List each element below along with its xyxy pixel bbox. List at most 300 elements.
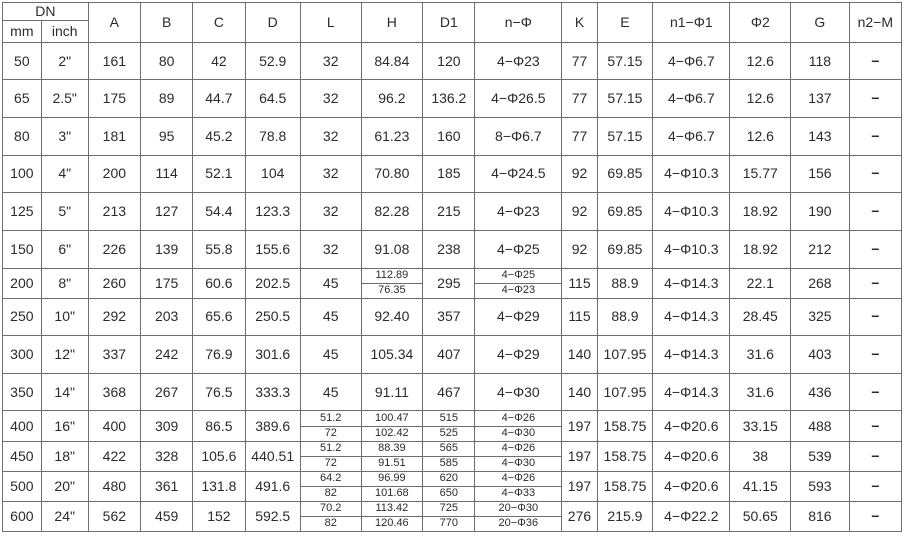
cell-n1-phi1: 4−Φ14.3 <box>653 336 730 374</box>
split-top-value: 620 <box>423 472 474 487</box>
cell-h: 91.11 <box>361 373 423 411</box>
cell-mm: 600 <box>3 501 42 531</box>
cell-g: 118 <box>791 42 850 80</box>
cell-e: 107.95 <box>597 373 652 411</box>
header-h: H <box>361 3 423 43</box>
split-bottom-value: 120.46 <box>375 517 409 530</box>
table-row <box>3 42 902 80</box>
cell-inch: 18" <box>41 441 88 471</box>
split-cell <box>301 442 361 471</box>
cell-c: 152 <box>193 501 245 531</box>
split-top-value: 88.39 <box>362 442 423 457</box>
cell-e: 158.75 <box>597 471 652 501</box>
header-a: A <box>88 3 140 43</box>
cell-d1 <box>423 441 475 471</box>
cell-mm: 200 <box>3 268 42 298</box>
cell-h: 105.34 <box>361 336 423 374</box>
split-bottom-value: 82 <box>324 517 337 530</box>
cell-d: 64.5 <box>245 80 300 118</box>
cell-d1: 136.2 <box>423 80 475 118</box>
split-top-value: 113.42 <box>362 502 423 517</box>
cell-phi2: 28.45 <box>730 298 791 336</box>
cell-l: 45 <box>300 373 361 411</box>
cell-a: 200 <box>88 155 140 193</box>
cell-n2-m: − <box>849 80 901 118</box>
cell-a: 368 <box>88 373 140 411</box>
cell-n1-phi1: 4−Φ14.3 <box>653 373 730 411</box>
split-cell <box>362 502 423 531</box>
cell-l: 32 <box>300 42 361 80</box>
cell-l: 45 <box>300 336 361 374</box>
split-cell <box>362 442 423 471</box>
split-bottom-value: 76.35 <box>378 284 406 297</box>
cell-k: 77 <box>562 118 598 156</box>
cell-inch: 16" <box>41 411 88 441</box>
split-top-value: 51.2 <box>301 442 361 457</box>
cell-n-phi: 4−Φ24.5 <box>475 155 562 193</box>
split-cell <box>362 269 423 298</box>
cell-k: 115 <box>562 298 598 336</box>
cell-b: 114 <box>140 155 192 193</box>
cell-n-phi: 4−Φ30 <box>475 373 562 411</box>
table-row <box>3 298 902 336</box>
cell-b: 267 <box>140 373 192 411</box>
split-bottom-value: 4−Φ30 <box>501 457 536 470</box>
cell-g: 137 <box>791 80 850 118</box>
header-c: C <box>193 3 245 43</box>
cell-d: 333.3 <box>245 373 300 411</box>
cell-e: 107.95 <box>597 336 652 374</box>
cell-inch: 4" <box>41 155 88 193</box>
cell-n1-phi1: 4−Φ6.7 <box>653 118 730 156</box>
cell-g: 268 <box>791 268 850 298</box>
header-g: G <box>791 3 850 43</box>
cell-phi2: 12.6 <box>730 80 791 118</box>
cell-d1: 238 <box>423 230 475 268</box>
split-cell <box>423 442 474 471</box>
cell-g: 143 <box>791 118 850 156</box>
cell-e: 57.15 <box>597 118 652 156</box>
cell-d1 <box>423 501 475 531</box>
split-top-value: 515 <box>423 411 474 426</box>
split-bottom-value: 770 <box>439 517 459 530</box>
cell-mm: 100 <box>3 155 42 193</box>
split-top-value: 4−Φ26 <box>475 442 561 457</box>
cell-c: 86.5 <box>193 411 245 441</box>
cell-d: 78.8 <box>245 118 300 156</box>
table-row <box>3 373 902 411</box>
cell-c: 44.7 <box>193 80 245 118</box>
cell-c: 54.4 <box>193 193 245 231</box>
split-cell <box>423 502 474 531</box>
split-top-value: 4−Φ26 <box>475 411 561 426</box>
split-bottom-value: 525 <box>439 427 459 440</box>
split-bottom-value: 102.42 <box>375 427 409 440</box>
cell-inch: 8" <box>41 268 88 298</box>
cell-c: 76.5 <box>193 373 245 411</box>
cell-l <box>300 441 361 471</box>
cell-b: 328 <box>140 441 192 471</box>
split-bottom-value: 4−Φ23 <box>501 284 536 297</box>
cell-k: 197 <box>562 471 598 501</box>
cell-c: 45.2 <box>193 118 245 156</box>
cell-e: 69.85 <box>597 193 652 231</box>
header-d1: D1 <box>423 3 475 43</box>
cell-mm: 500 <box>3 471 42 501</box>
cell-g: 156 <box>791 155 850 193</box>
cell-b: 361 <box>140 471 192 501</box>
cell-d: 104 <box>245 155 300 193</box>
cell-n-phi: 4−Φ29 <box>475 336 562 374</box>
cell-g: 593 <box>791 471 850 501</box>
cell-inch: 20" <box>41 471 88 501</box>
cell-inch: 2.5" <box>41 80 88 118</box>
cell-n-phi <box>475 441 562 471</box>
cell-c: 55.8 <box>193 230 245 268</box>
cell-b: 175 <box>140 268 192 298</box>
cell-d: 389.6 <box>245 411 300 441</box>
cell-d1 <box>423 411 475 441</box>
cell-l: 32 <box>300 193 361 231</box>
cell-d: 155.6 <box>245 230 300 268</box>
cell-c: 60.6 <box>193 268 245 298</box>
cell-l: 32 <box>300 155 361 193</box>
table-row <box>3 230 902 268</box>
split-top-value: 4−Φ25 <box>475 269 561 284</box>
cell-a: 260 <box>88 268 140 298</box>
cell-b: 95 <box>140 118 192 156</box>
cell-n1-phi1: 4−Φ14.3 <box>653 298 730 336</box>
cell-e: 88.9 <box>597 268 652 298</box>
cell-inch: 14" <box>41 373 88 411</box>
cell-phi2: 31.6 <box>730 373 791 411</box>
header-mm: mm <box>3 21 42 43</box>
cell-h <box>361 268 423 298</box>
cell-b: 203 <box>140 298 192 336</box>
cell-k: 92 <box>562 230 598 268</box>
cell-e: 57.15 <box>597 80 652 118</box>
cell-g: 816 <box>791 501 850 531</box>
split-top-value: 20−Φ30 <box>475 502 561 517</box>
cell-inch: 12" <box>41 336 88 374</box>
split-cell <box>423 411 474 440</box>
cell-phi2: 12.6 <box>730 42 791 80</box>
split-cell <box>475 269 561 298</box>
split-bottom-value: 72 <box>324 457 337 470</box>
header-dn: DN <box>3 3 89 21</box>
cell-b: 242 <box>140 336 192 374</box>
cell-d: 123.3 <box>245 193 300 231</box>
cell-phi2: 50.65 <box>730 501 791 531</box>
cell-c: 76.9 <box>193 336 245 374</box>
cell-phi2: 38 <box>730 441 791 471</box>
split-cell <box>362 411 423 440</box>
cell-n-phi: 4−Φ29 <box>475 298 562 336</box>
cell-inch: 5" <box>41 193 88 231</box>
cell-l <box>300 501 361 531</box>
split-bottom-value: 585 <box>439 457 459 470</box>
cell-e: 88.9 <box>597 298 652 336</box>
cell-h <box>361 441 423 471</box>
cell-d: 491.6 <box>245 471 300 501</box>
cell-phi2: 41.15 <box>730 471 791 501</box>
cell-n-phi: 4−Φ23 <box>475 193 562 231</box>
cell-c: 131.8 <box>193 471 245 501</box>
cell-n-phi <box>475 471 562 501</box>
cell-d1: 357 <box>423 298 475 336</box>
cell-mm: 300 <box>3 336 42 374</box>
cell-mm: 50 <box>3 42 42 80</box>
table-row <box>3 155 902 193</box>
cell-g: 403 <box>791 336 850 374</box>
cell-n2-m: − <box>849 193 901 231</box>
cell-a: 400 <box>88 411 140 441</box>
header-inch: inch <box>41 21 88 43</box>
cell-l: 32 <box>300 118 361 156</box>
split-top-value: 565 <box>423 442 474 457</box>
split-bottom-value: 82 <box>324 487 337 500</box>
cell-n2-m: − <box>849 42 901 80</box>
dimension-table <box>2 2 902 532</box>
cell-l: 32 <box>300 230 361 268</box>
cell-n-phi <box>475 411 562 441</box>
cell-h <box>361 411 423 441</box>
split-top-value: 64.2 <box>301 472 361 487</box>
cell-n2-m: − <box>849 230 901 268</box>
table-row <box>3 193 902 231</box>
cell-n2-m: − <box>849 268 901 298</box>
cell-a: 422 <box>88 441 140 471</box>
split-top-value: 112.89 <box>362 269 423 284</box>
header-n-phi: n−Φ <box>475 3 562 43</box>
split-top-value: 4−Φ26 <box>475 472 561 487</box>
cell-k: 77 <box>562 80 598 118</box>
split-cell <box>362 472 423 501</box>
cell-a: 181 <box>88 118 140 156</box>
cell-g: 539 <box>791 441 850 471</box>
split-cell <box>475 442 561 471</box>
cell-b: 139 <box>140 230 192 268</box>
cell-n2-m: − <box>849 471 901 501</box>
cell-inch: 3" <box>41 118 88 156</box>
cell-l: 32 <box>300 80 361 118</box>
header-e: E <box>597 3 652 43</box>
cell-n2-m: − <box>849 373 901 411</box>
cell-d1: 160 <box>423 118 475 156</box>
split-top-value: 725 <box>423 502 474 517</box>
cell-k: 92 <box>562 193 598 231</box>
cell-n-phi <box>475 268 562 298</box>
cell-n2-m: − <box>849 411 901 441</box>
cell-a: 175 <box>88 80 140 118</box>
cell-n2-m: − <box>849 336 901 374</box>
split-cell <box>301 472 361 501</box>
cell-k: 197 <box>562 441 598 471</box>
cell-d1: 407 <box>423 336 475 374</box>
cell-n1-phi1: 4−Φ20.6 <box>653 441 730 471</box>
split-cell <box>475 411 561 440</box>
cell-a: 161 <box>88 42 140 80</box>
cell-inch: 10" <box>41 298 88 336</box>
cell-phi2: 33.15 <box>730 411 791 441</box>
cell-mm: 65 <box>3 80 42 118</box>
cell-n2-m: − <box>849 118 901 156</box>
cell-e: 158.75 <box>597 411 652 441</box>
table-row <box>3 501 902 531</box>
cell-h: 96.2 <box>361 80 423 118</box>
split-top-value: 100.47 <box>362 411 423 426</box>
cell-l <box>300 411 361 441</box>
cell-phi2: 15.77 <box>730 155 791 193</box>
cell-mm: 450 <box>3 441 42 471</box>
split-bottom-value: 4−Φ30 <box>501 427 536 440</box>
cell-c: 42 <box>193 42 245 80</box>
cell-n1-phi1: 4−Φ20.6 <box>653 471 730 501</box>
cell-n1-phi1: 4−Φ22.2 <box>653 501 730 531</box>
cell-n-phi: 4−Φ25 <box>475 230 562 268</box>
cell-c: 105.6 <box>193 441 245 471</box>
cell-g: 325 <box>791 298 850 336</box>
split-bottom-value: 4−Φ33 <box>501 487 536 500</box>
cell-k: 276 <box>562 501 598 531</box>
cell-mm: 350 <box>3 373 42 411</box>
header-n1-phi1: n1−Φ1 <box>653 3 730 43</box>
table-row <box>3 411 902 441</box>
cell-b: 89 <box>140 80 192 118</box>
table-row <box>3 80 902 118</box>
cell-d1 <box>423 471 475 501</box>
table-row <box>3 118 902 156</box>
cell-b: 80 <box>140 42 192 80</box>
cell-d: 440.51 <box>245 441 300 471</box>
split-bottom-value: 650 <box>439 487 459 500</box>
cell-b: 459 <box>140 501 192 531</box>
cell-mm: 400 <box>3 411 42 441</box>
cell-n2-m: − <box>849 298 901 336</box>
table-row <box>3 336 902 374</box>
cell-a: 226 <box>88 230 140 268</box>
split-cell <box>475 502 561 531</box>
cell-h <box>361 471 423 501</box>
cell-d1: 215 <box>423 193 475 231</box>
cell-h: 61.23 <box>361 118 423 156</box>
cell-inch: 24" <box>41 501 88 531</box>
cell-d1: 120 <box>423 42 475 80</box>
cell-b: 127 <box>140 193 192 231</box>
cell-d: 301.6 <box>245 336 300 374</box>
cell-phi2: 12.6 <box>730 118 791 156</box>
cell-a: 337 <box>88 336 140 374</box>
cell-e: 158.75 <box>597 441 652 471</box>
cell-g: 212 <box>791 230 850 268</box>
table-row <box>3 471 902 501</box>
header-b: B <box>140 3 192 43</box>
cell-d1: 185 <box>423 155 475 193</box>
split-cell <box>301 411 361 440</box>
cell-h: 82.28 <box>361 193 423 231</box>
cell-g: 190 <box>791 193 850 231</box>
cell-c: 52.1 <box>193 155 245 193</box>
cell-l <box>300 471 361 501</box>
cell-d: 202.5 <box>245 268 300 298</box>
cell-a: 562 <box>88 501 140 531</box>
cell-n-phi: 8−Φ6.7 <box>475 118 562 156</box>
cell-k: 77 <box>562 42 598 80</box>
cell-d: 52.9 <box>245 42 300 80</box>
split-top-value: 70.2 <box>301 502 361 517</box>
cell-d1: 295 <box>423 268 475 298</box>
header-l: L <box>300 3 361 43</box>
cell-k: 140 <box>562 373 598 411</box>
cell-b: 309 <box>140 411 192 441</box>
cell-d1: 467 <box>423 373 475 411</box>
cell-k: 197 <box>562 411 598 441</box>
split-cell <box>301 502 361 531</box>
split-cell <box>423 472 474 501</box>
cell-h <box>361 501 423 531</box>
cell-n2-m: − <box>849 155 901 193</box>
split-bottom-value: 91.51 <box>378 457 406 470</box>
cell-n1-phi1: 4−Φ10.3 <box>653 193 730 231</box>
cell-phi2: 31.6 <box>730 336 791 374</box>
cell-mm: 150 <box>3 230 42 268</box>
cell-c: 65.6 <box>193 298 245 336</box>
cell-e: 69.85 <box>597 230 652 268</box>
cell-mm: 125 <box>3 193 42 231</box>
cell-a: 480 <box>88 471 140 501</box>
cell-n1-phi1: 4−Φ20.6 <box>653 411 730 441</box>
header-k: K <box>562 3 598 43</box>
split-cell <box>475 472 561 501</box>
cell-e: 57.15 <box>597 42 652 80</box>
cell-h: 91.08 <box>361 230 423 268</box>
cell-inch: 2" <box>41 42 88 80</box>
header-phi2: Φ2 <box>730 3 791 43</box>
cell-e: 69.85 <box>597 155 652 193</box>
cell-n1-phi1: 4−Φ6.7 <box>653 42 730 80</box>
cell-k: 140 <box>562 336 598 374</box>
cell-l: 45 <box>300 268 361 298</box>
cell-n-phi: 4−Φ26.5 <box>475 80 562 118</box>
cell-l: 45 <box>300 298 361 336</box>
cell-n-phi: 4−Φ23 <box>475 42 562 80</box>
split-bottom-value: 72 <box>324 427 337 440</box>
header-d: D <box>245 3 300 43</box>
table-row <box>3 441 902 471</box>
cell-n1-phi1: 4−Φ14.3 <box>653 268 730 298</box>
split-bottom-value: 20−Φ36 <box>498 517 539 530</box>
cell-g: 436 <box>791 373 850 411</box>
cell-h: 70.80 <box>361 155 423 193</box>
cell-g: 488 <box>791 411 850 441</box>
cell-n1-phi1: 4−Φ10.3 <box>653 155 730 193</box>
cell-a: 292 <box>88 298 140 336</box>
cell-h: 84.84 <box>361 42 423 80</box>
cell-a: 213 <box>88 193 140 231</box>
cell-mm: 250 <box>3 298 42 336</box>
cell-n1-phi1: 4−Φ6.7 <box>653 80 730 118</box>
table-row <box>3 268 902 298</box>
split-top-value: 51.2 <box>301 411 361 426</box>
cell-mm: 80 <box>3 118 42 156</box>
cell-e: 215.9 <box>597 501 652 531</box>
cell-n-phi <box>475 501 562 531</box>
cell-n1-phi1: 4−Φ10.3 <box>653 230 730 268</box>
header-n2-m: n2−M <box>849 3 901 43</box>
cell-n2-m: − <box>849 441 901 471</box>
cell-inch: 6" <box>41 230 88 268</box>
cell-phi2: 18.92 <box>730 230 791 268</box>
